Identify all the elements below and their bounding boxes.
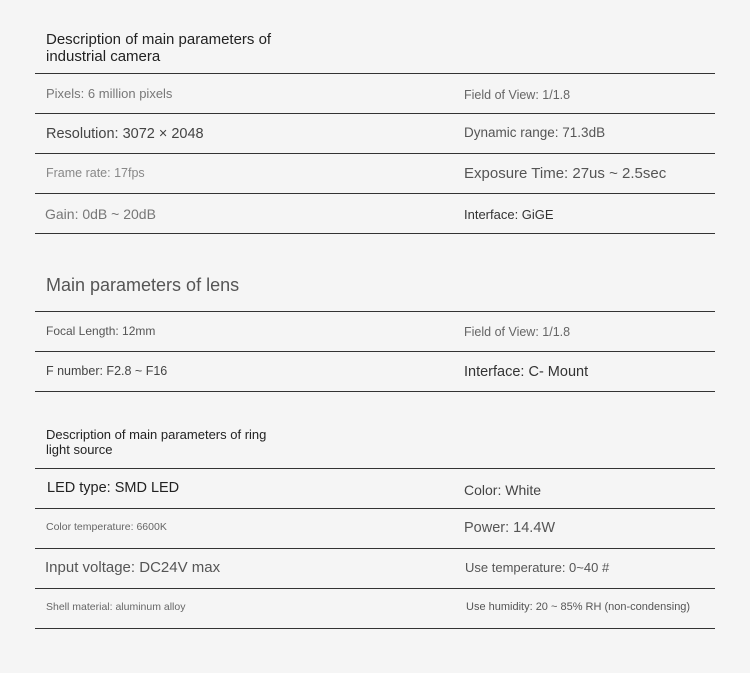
light-shell-material: Shell material: aluminum alloy [46, 601, 186, 613]
camera-dynamic-range: Dynamic range: 71.3dB [464, 125, 606, 140]
divider [35, 508, 715, 509]
light-color: Color: White [464, 482, 542, 498]
divider [35, 391, 715, 392]
camera-field-of-view: Field of View: 1/1.8 [464, 88, 571, 102]
divider [35, 468, 715, 469]
divider [35, 233, 715, 234]
light-section-title: Description of main parameters of ring light source [46, 427, 267, 457]
divider [35, 351, 715, 352]
divider [35, 153, 715, 154]
camera-section-title: Description of main parameters of industrial camera [46, 31, 272, 65]
light-color-temperature: Color temperature: 6600K [46, 521, 167, 533]
camera-gain: Gain: 0dB ~ 20dB [45, 206, 156, 222]
camera-section [35, 0, 715, 240]
light-use-humidity: Use humidity: 20 ~ 85% RH (non-condensing) [466, 601, 691, 613]
lens-field-of-view: Field of View: 1/1.8 [464, 325, 571, 339]
lens-section [35, 240, 715, 400]
light-power: Power: 14.4W [464, 520, 556, 536]
light-use-temperature: Use temperature: 0~40 # [465, 560, 610, 575]
divider [35, 548, 715, 549]
light-input-voltage: Input voltage: DC24V max [45, 559, 221, 576]
light-section [35, 400, 715, 640]
lens-section-title: Main parameters of lens [46, 275, 240, 295]
divider [35, 193, 715, 194]
camera-resolution: Resolution: 3072 × 2048 [46, 126, 204, 142]
light-led-type: LED type: SMD LED [47, 480, 180, 496]
camera-frame-rate: Frame rate: 17fps [46, 166, 145, 180]
camera-pixels: Pixels: 6 million pixels [46, 86, 173, 101]
camera-exposure-time: Exposure Time: 27us ~ 2.5sec [464, 165, 667, 182]
lens-focal-length: Focal Length: 12mm [46, 324, 156, 338]
lens-f-number: F number: F2.8 ~ F16 [46, 364, 168, 378]
camera-interface: Interface: GiGE [464, 207, 554, 222]
divider [35, 73, 715, 74]
divider [35, 113, 715, 114]
divider [35, 628, 715, 629]
divider [35, 588, 715, 589]
divider [35, 311, 715, 312]
lens-interface: Interface: C- Mount [464, 364, 589, 380]
